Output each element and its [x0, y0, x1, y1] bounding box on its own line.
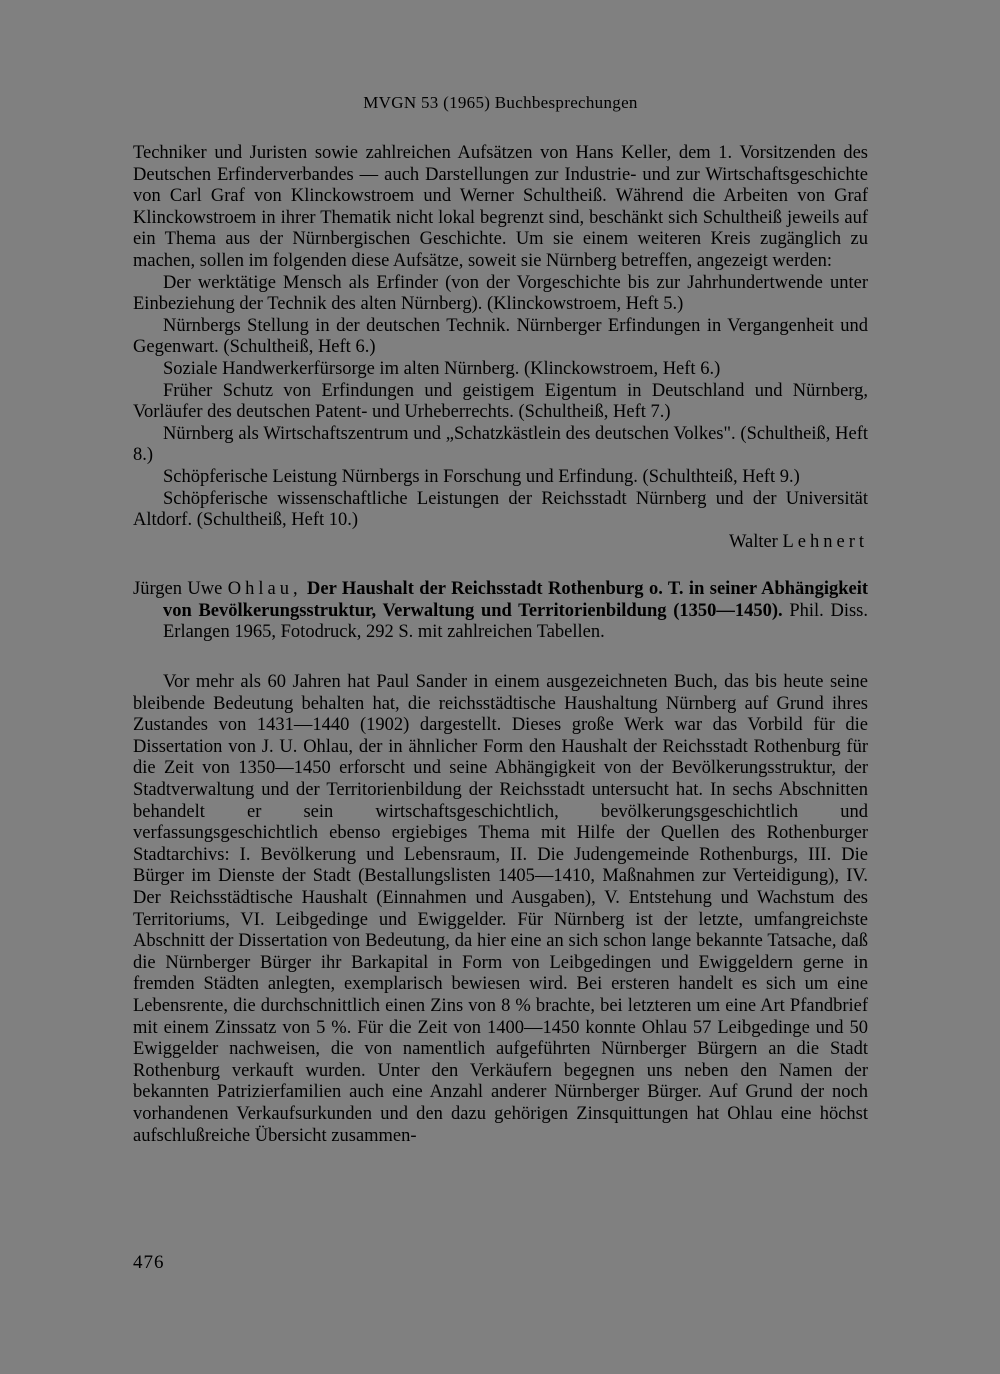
book-page: [133, 0, 868, 1374]
article-entry: Soziale Handwerkerfürsorge im alten Nürnberg. (Klinckowstroem, Heft 6.): [163, 358, 721, 379]
review2-heading: [133, 579, 868, 644]
article-entry: Schöpferische Leistung Nürnbergs in Forschung und Erfindung. (Schulthteiß, Heft 9.): [163, 466, 800, 487]
reviewer-first-name: Walter: [729, 531, 778, 552]
article-entry: Nürnberg als Wirtschaftszentrum und „Schatzkästlein des deutschen Volkes". (Schultheiß, Heft 8.): [133, 423, 868, 466]
article-entry: Früher Schutz von Erfindungen und geistigem Eigentum in Deutschland und Nürnberg, Vorläufer des deutschen Patent- und Urheberrechts. (Schultheiß, Heft 7.): [133, 380, 868, 423]
author-first-name: Jürgen Uwe: [133, 579, 223, 600]
review1-intro: Techniker und Juristen sowie zahlreichen Aufsätzen von Hans Keller, dem 1. Vorsitzenden des Deutschen Erfinderverbandes — auch Darstellungen zur Industrie- und zur Wirtschaftsgeschichte von Carl Graf von Klinckowstroem und Werner Schultheiß. Während die Arbeiten von Graf Klinckowstroem in ihrer Thematik nicht lokal begrenzt sind, beschänkt sich Schultheiß jeweils auf ein Thema aus der Nürnbergischen Geschichte. Um sie einem weiteren Kreis zugänglich zu machen, sollen im folgenden diese Aufsätze, soweit sie Nürnberg betreffen, angezeigt werden:: [133, 143, 868, 271]
article-entry: Der werktätige Mensch als Erfinder (von der Vorgeschichte bis zur Jahrhundertwende unter Einbeziehung der Technik des alten Nürnberg). (Klinckowstroem, Heft 5.): [133, 272, 868, 315]
reviewer-last-name: Lehnert: [782, 531, 868, 552]
book-details: Phil. Diss. Erlangen 1965, Fotodruck, 292 S. mit zahlreichen Tabellen.: [163, 600, 869, 643]
author-last-name: Ohlau,: [227, 579, 302, 600]
article-entry: Nürnbergs Stellung in der deutschen Technik. Nürnberger Erfindungen in Vergangenheit und Gegenwart. (Schultheiß, Heft 6.): [133, 315, 868, 358]
running-head: MVGN 53 (1965) Buchbesprechungen: [363, 93, 638, 112]
article-entry: Schöpferische wissenschaftliche Leistungen der Reichsstadt Nürnberg und der Universität Altdorf. (Schultheiß, Heft 10.): [133, 488, 868, 531]
review2-body: Vor mehr als 60 Jahren hat Paul Sander in einem ausgezeichneten Buch, das bis heute seine bleibende Bedeutung behalten hat, die reichsstädtische Haushaltung Nürnberg auf Grund ihres Zustandes von 1431—1440 (1902) dargestellt. Dieses große Werk war das Vorbild für die Dissertation von J. U. Ohlau, der in ähnlicher Form den Haushalt der Reichsstadt Rothenburg für die Zeit von 1350—1450 erforscht und seine Abhängigkeit von der Bevölkerungsstruktur, der Stadtverwaltung und der Territorienbildung der Reichsstadt untersucht hat. In sechs Abschnitten behandelt er sein wirtschaftsgeschichtlich, bevölkerungsgeschichtlich und verfassungsgeschichtlich ebenso ergiebiges Thema mit Hilfe der Quellen des Rothenburger Stadtarchivs: I. Bevölkerung und Lebensraum, II. Die Judengemeinde Rothenburgs, III. Die Bürger im Dienste der Stadt (Bestallungslisten 1405—1410, Maßnahmen zur Verteidigung), IV. Der Reichsstädtische Haushalt (Einnahmen und Ausgaben), V. Entstehung und Wachstum des Territoriums, VI. Leibgedinge und Ewiggelder. Für Nürnberg ist der letzte, umfangreichste Abschnitt der Dissertation von Bedeutung, da hier eine an sich schon lange bekannte Tatsache, daß die Nürnberger Bürger ihr Barkapital in Form von Leibgedingen und Ewiggeldern gerne in fremden Städten anlegten, exemplarisch bewiesen wird. Bei ersteren handelt es sich um eine Lebensrente, die durchschnittlich einen Zins von 8 % brachte, bei letzteren um eine Art Pfandbrief mit einem Zinssatz von 5 %. Für die Zeit von 1400—1450 konnte Ohlau 57 Leibgedinge und 50 Ewiggelder nachweisen, die von namentlich aufgeführten Nürnberger Bürgern an die Stadt Rothenburg verkauft wurden. Unter den Verkäufern begegnen uns neben den Namen der bekannten Patrizierfamilien auch eine Anzahl anderer Nürnberger Bürger. Auf Grund der noch vorhandenen Verkaufsurkunden und den dazu gehörigen Zinsquittungen hat Ohlau eine höchst aufschlußreiche Übersicht zusammen-: [133, 672, 868, 1146]
reviewer-signature: [133, 532, 868, 554]
book-title: Der Haushalt der Reichsstadt Rothenburg o. T. in seiner Abhängigkeit von Bevölkerungsstruktur, Verwaltung und Territorienbildung (1350—1450).: [163, 579, 869, 621]
page-number: 476: [133, 1252, 165, 1273]
body-text: [133, 143, 868, 1147]
